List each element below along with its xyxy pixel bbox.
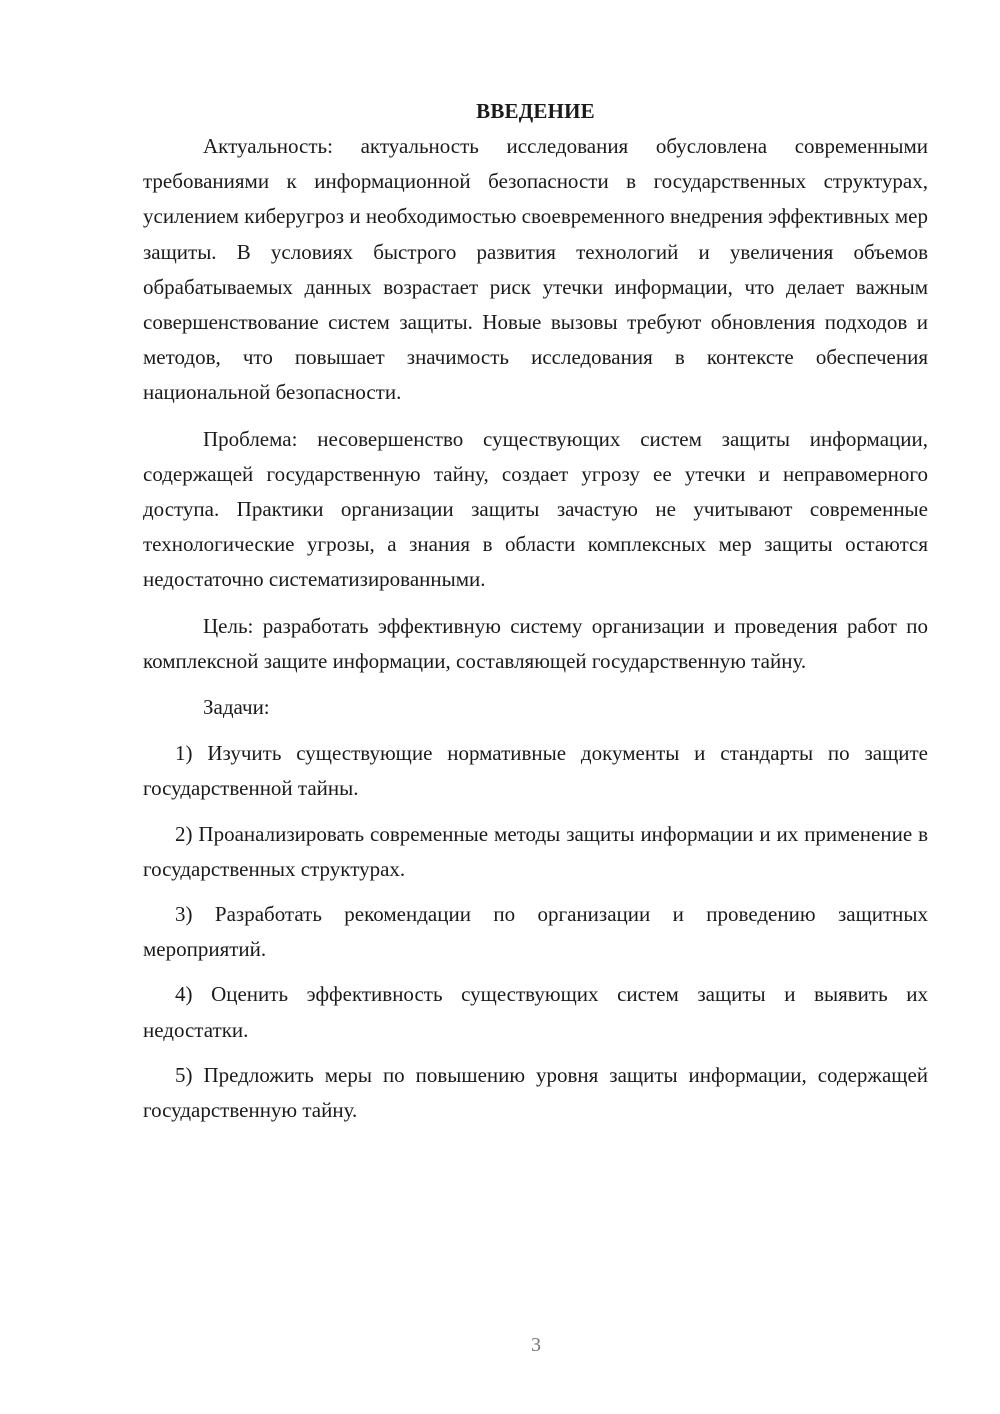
task-item: 2) Проанализировать современные методы защиты информации и их применение в государственных структурах.: [143, 821, 928, 881]
task-item: 1) Изучить существующие нормативные документы и стандарты по защите государственной тайны.: [143, 741, 928, 801]
task-item: 3) Разработать рекомендации по организации и проведению защитных мероприятий.: [143, 902, 928, 962]
task-item: 4) Оценить эффективность существующих систем защиты и выявить их недостатки.: [143, 982, 928, 1042]
goal-paragraph: Цель: разработать эффективную систему организации и проведения работ по комплексной защите информации, составляющей государственную тайну.: [143, 613, 928, 673]
relevance-paragraph: Актуальность: актуальность исследования обусловлена современными требованиями к информационной безопасности в государственных структурах, усилением киберугроз и необходимостью своевременного внедрения эффективных мер защиты. В условиях быстрого развития технологий и увеличения объемов обрабатываемых данных возрастает риск утечки информации, что делает важным совершенствование систем защиты. Новые вызовы требуют обновления подходов и методов, что повышает значимость исследования в контексте обеспечения национальной безопасности.: [143, 134, 928, 405]
section-title: ВВЕДЕНИЕ: [476, 99, 595, 123]
tasks-list: [143, 736, 928, 1128]
problem-paragraph: Проблема: несовершенство существующих систем защиты информации, содержащей государственную тайну, создает угрозу ее утечки и неправомерного доступа. Практики организации защиты зачастую не учитывают современные технологические угрозы, а знания в области комплексных мер защиты остаются недостаточно систематизированными.: [143, 426, 928, 592]
tasks-heading: Задачи:: [203, 695, 270, 720]
document-page: [143, 94, 928, 1128]
page-number: 3: [531, 1334, 541, 1356]
task-item: 5) Предложить меры по повышению уровня защиты информации, содержащей государственную тайну.: [143, 1062, 928, 1123]
